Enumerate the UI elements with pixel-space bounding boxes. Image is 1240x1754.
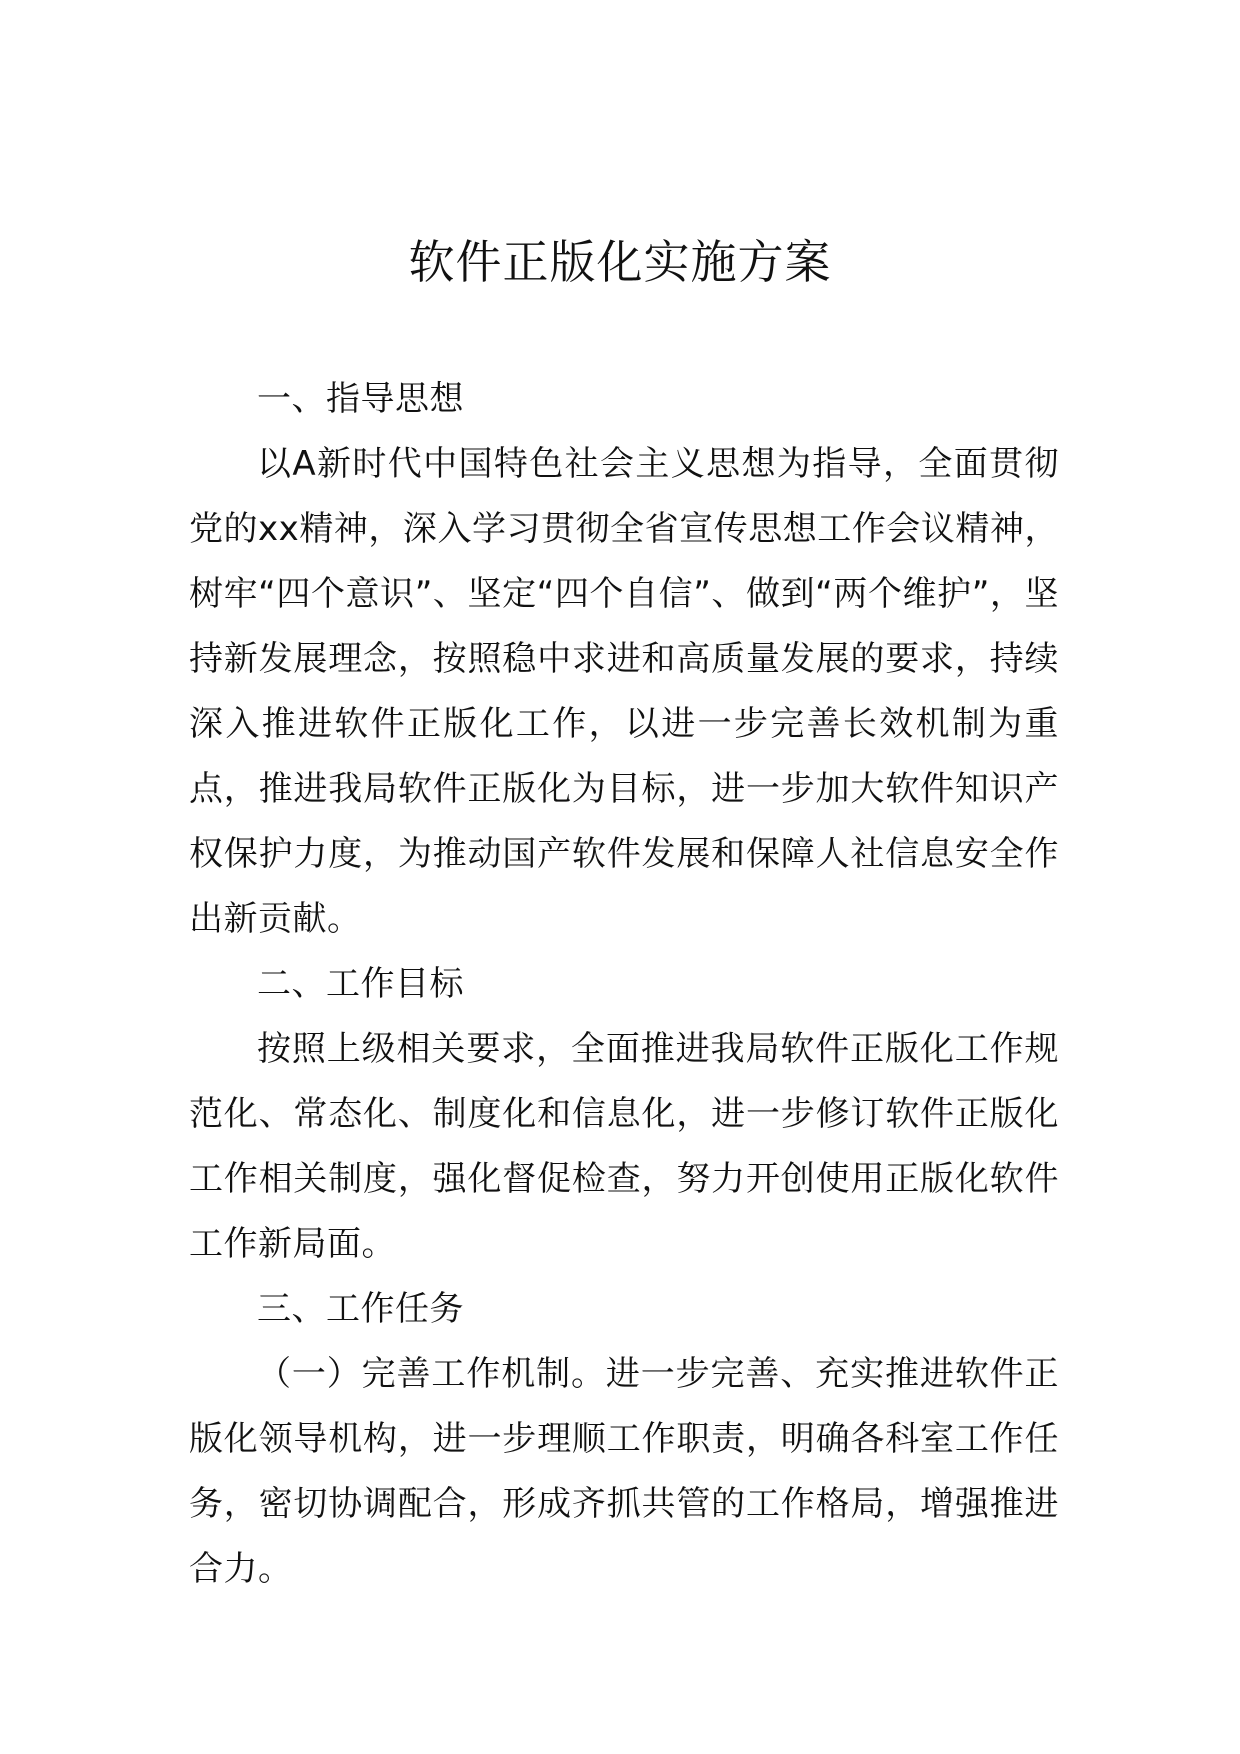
paragraph-task-1: （一）完善工作机制。进一步完善、充实推进软件正版化领导机构，进一步理顺工作职责，明确各科室工作任务，密切协调配合，形成齐抓共管的工作格局，增强推进合力。	[189, 1354, 1059, 1589]
paragraph-work-goals: 按照上级相关要求，全面推进我局软件正版化工作规范化、常态化、制度化和信息化，进一步修订软件正版化工作相关制度，强化督促检查，努力开创使用正版化软件工作新局面。	[189, 1029, 1059, 1264]
document-body	[189, 367, 1059, 1602]
section-heading-work-tasks: 三、工作任务	[257, 1289, 464, 1329]
paragraph-guiding-thought: 以A新时代中国特色社会主义思想为指导，全面贯彻党的xx精神，深入学习贯彻全省宣传思想工作会议精神，树牢“四个意识”、坚定“四个自信”、做到“两个维护”，坚持新发展理念，按照稳中求进和高质量发展的要求，持续深入推进软件正版化工作，以进一步完善长效机制为重点，推进我局软件正版化为目标，进一步加大软件知识产权保护力度，为推动国产软件发展和保障人社信息安全作出新贡献。	[189, 444, 1059, 939]
document-title: 软件正版化实施方案	[408, 235, 832, 289]
section-heading-work-goals: 二、工作目标	[257, 964, 464, 1004]
section-heading-guiding-thought: 一、指导思想	[257, 379, 464, 419]
